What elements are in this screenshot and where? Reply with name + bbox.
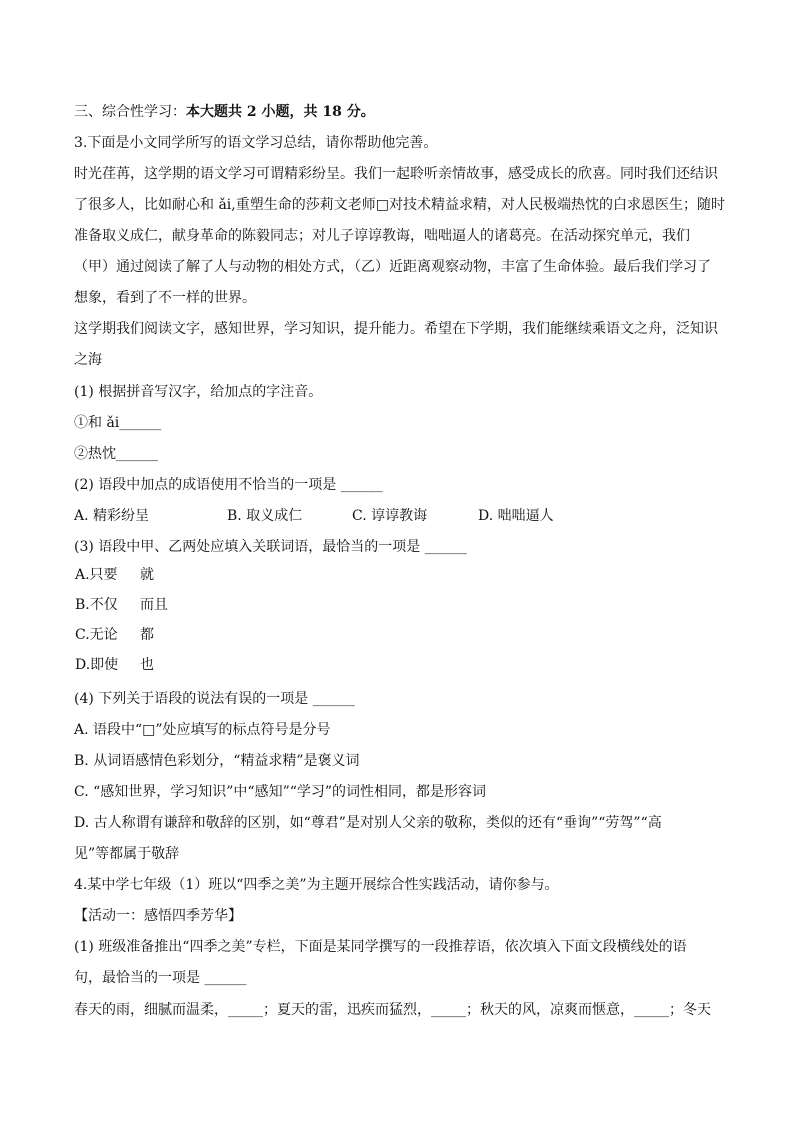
q3-sub1-item-b: ②热忱______ (74, 446, 158, 462)
option-partner-word: 就 (140, 567, 154, 583)
q3-sub4-line: B. 从词语感情色彩划分，“精益求精”是褒义词 (74, 753, 360, 769)
q4-title: 4.某中学七年级（1）班以“四季之美”为主题开展综合性实践活动，请你参与。 (74, 877, 559, 893)
option-row (75, 595, 168, 615)
section-heading (74, 102, 375, 122)
passage-line: 这学期我们阅读文字，感知世界，学习知识，提升能力。希望在下学期，我们能继续乘语文之舟，泛知识 (74, 321, 718, 337)
option-row (75, 655, 154, 675)
activity-heading: 【活动一：感悟四季芳华】 (74, 908, 242, 924)
option-d: D. 咄咄逼人 (478, 508, 554, 524)
option-partner-word: 而且 (140, 597, 168, 613)
option-row (75, 565, 154, 585)
q4-passage-line: 春天的雨，细腻而温柔，_____；夏天的雷，迅疾而猛烈，_____；秋天的风，凉爽而惬意，_____；冬天 (74, 1002, 711, 1018)
option-letter-word: C.无论 (75, 627, 118, 643)
q4-sub1-line: 句，最恰当的一项是 ______ (74, 970, 247, 986)
option-row (75, 625, 154, 645)
passage-line: 准备取义成仁，献身革命的陈毅同志；对儿子谆谆教诲，咄咄逼人的诸葛亮。在活动探究单元，我们 (74, 228, 690, 244)
option-letter-word: D.即使 (75, 657, 119, 673)
option-letter-word: B.不仅 (75, 597, 118, 613)
q3-sub4-line: D. 古人称谓有谦辞和敬辞的区别，如“尊君”是对别人父亲的敬称，类似的还有“垂询”“劳驾”“高 (74, 815, 662, 831)
q3-title: 3.下面是小文同学所写的语文学习总结，请你帮助他完善。 (74, 135, 438, 151)
passage-line: 想象，看到了不一样的世界。 (74, 290, 256, 306)
q3-sub2-prompt: (2) 语段中加点的成语使用不恰当的一项是 ______ (74, 477, 383, 493)
q3-sub4-prompt: (4) 下列关于语段的说法有误的一项是 ______ (74, 691, 355, 707)
q4-sub1-line: (1) 班级准备推出“四季之美”专栏，下面是某同学撰写的一段推荐语，依次填入下面文段横线处的语 (74, 939, 687, 955)
passage-line: 了很多人，比如耐心和 ǎi,重塑生命的莎莉文老师□对技术精益求精，对人民极端热忱的白求恩医生；随时 (74, 197, 725, 213)
section-score: 本大题共 2 小题，共 18 分。 (186, 104, 375, 120)
q3-sub1-item-a: ①和 ǎi______ (74, 415, 162, 431)
q3-sub1-prompt: (1) 根据拼音写汉字，给加点的字注音。 (74, 384, 323, 400)
option-partner-word: 都 (140, 627, 154, 643)
passage-line: 时光荏苒，这学期的语文学习可谓精彩纷呈。我们一起聆听亲情故事，感受成长的欣喜。同时我们还结识 (74, 166, 718, 182)
option-c: C. 谆谆教诲 (352, 508, 428, 524)
option-letter-word: A.只要 (75, 567, 118, 583)
option-a: A. 精彩纷呈 (74, 508, 150, 524)
q3-sub4-line: A. 语段中“□”处应填写的标点符号是分号 (74, 722, 331, 738)
passage-line: （甲）通过阅读了解了人与动物的相处方式，（乙）近距离观察动物，丰富了生命体验。最后我们学习了 (74, 259, 711, 275)
option-partner-word: 也 (140, 657, 154, 673)
option-b: B. 取义成仁 (227, 508, 303, 524)
q3-sub3-prompt: (3) 语段中甲、乙两处应填入关联词语，最恰当的一项是 ______ (74, 539, 467, 555)
section-prefix: 三、综合性学习： (74, 104, 186, 120)
passage-line: 之海 (74, 352, 102, 368)
q3-sub4-line: C. “感知世界，学习知识”中“感知”“学习”的词性相同，都是形容词 (74, 784, 487, 800)
q3-sub4-line: 见”等都属于敬辞 (74, 846, 180, 862)
